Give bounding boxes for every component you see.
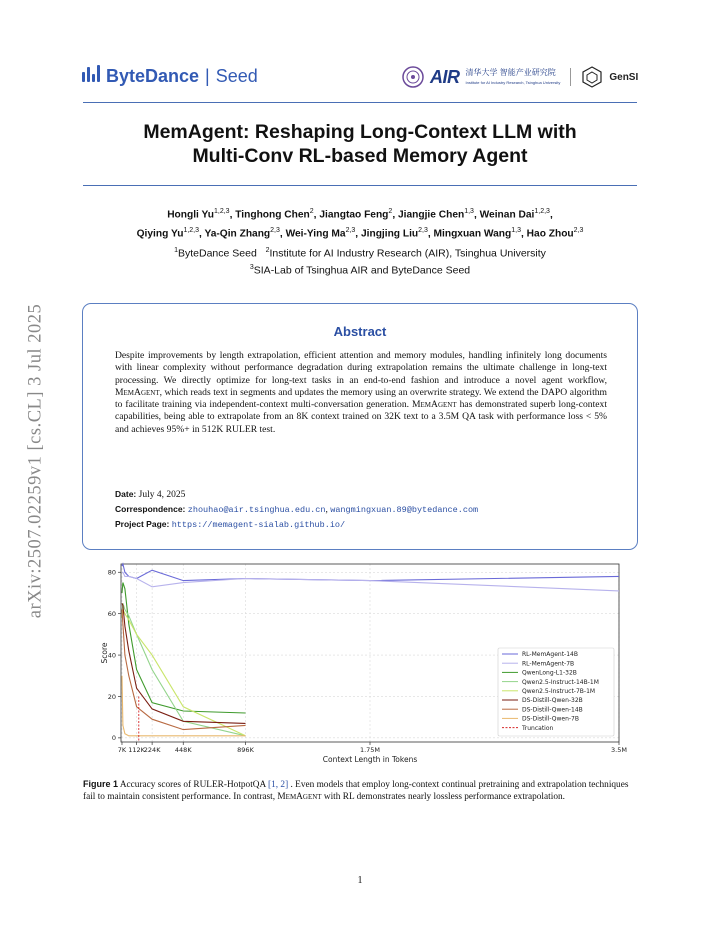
legend-label: DS-Distill-Qwen-7B	[522, 715, 579, 723]
x-tick-label: 896K	[237, 746, 254, 754]
legend-label: Qwen2.5-Instruct-14B-1M	[522, 678, 599, 686]
author-name: Ya-Qin Zhang	[204, 228, 271, 240]
tsinghua-seal-icon	[402, 66, 424, 88]
author-list	[83, 204, 637, 243]
y-axis-label: Score	[100, 642, 109, 664]
correspondence-line: Correspondence: zhouhao@air.tsinghua.edu.cn, wangmingxuan.89@bytedance.com	[115, 504, 479, 515]
author-affil-sup: 2	[388, 208, 393, 215]
author-affil-sup: 1,3	[511, 227, 521, 235]
author-name: Jiangjie Chen	[397, 209, 465, 221]
email-link-2[interactable]: wangmingxuan.89@bytedance.com	[330, 505, 479, 515]
author-affil-sup: 1,2,3	[183, 227, 200, 235]
date-line: Date: July 4, 2025	[115, 489, 186, 500]
series-line	[122, 603, 246, 723]
legend-label: DS-Distill-Qwen-32B	[522, 697, 583, 705]
author-affil-sup: 2,3	[573, 227, 584, 235]
author-affil-sup: 1,2,3	[534, 208, 550, 215]
citation-link[interactable]: [1, 2]	[268, 780, 289, 790]
x-tick-label: 1.75M	[359, 746, 381, 754]
accuracy-line-chart	[0, 555, 720, 770]
author-affil-sup: 2,3	[270, 227, 280, 235]
author-name: Qiying Yu	[136, 228, 184, 240]
x-axis-label: Context Length in Tokens	[322, 755, 418, 764]
legend-label: RL-MemAgent-7B	[522, 660, 575, 668]
series-line	[122, 610, 246, 736]
legend-label: QwenLong-L1-32B	[522, 669, 577, 677]
author-affil-sup: 2	[309, 208, 314, 215]
paper-title: MemAgent: Reshaping Long-Context LLM with Multi-Conv RL-based Memory Agent	[143, 121, 577, 167]
author-line-2: Qiying Yu$^{1,2,3}$, Ya-Qin Zhang$^{2,3}$, Wei-Ying Ma$^{2,3}$, Jingjing Liu$^{2,3}$, Mingxuan Wang$^{1,3}$, Hao Zhou$^{2,3}$	[136, 227, 584, 240]
author-name: Hongli Yu	[167, 209, 214, 221]
author-affil-sup: 1,2,3	[214, 208, 230, 215]
gensi-logo-icon	[581, 66, 603, 88]
seed-logo-text: Seed	[215, 65, 258, 86]
x-tick-label: 3.5M	[611, 746, 627, 754]
affiliations: $^1$ByteDance Seed $^2$Institute for AI Industry Research (AIR), Tsinghua University $^3$SIA-Lab of Tsinghua AIR and ByteDance Seed	[174, 247, 546, 276]
x-tick-label: 224K	[143, 746, 161, 754]
title-rule	[83, 185, 637, 186]
author-name: Jingjing Liu	[360, 228, 419, 240]
series-line	[122, 610, 246, 730]
x-tick-label: 112K	[128, 746, 145, 754]
legend-label: Qwen2.5-Instruct-7B-1M	[522, 688, 596, 695]
bytedance-logo-icon	[82, 72, 85, 82]
author-name: Weinan Dai	[479, 209, 535, 221]
email-link-1[interactable]: zhouhao@air.tsinghua.edu.cn	[187, 505, 326, 515]
legend-label: Truncation	[522, 724, 554, 732]
series-line	[122, 572, 619, 591]
gensi-logo-text: GenSI	[609, 71, 639, 83]
abstract-heading: Abstract	[333, 324, 387, 339]
page-number: 1	[357, 875, 363, 886]
project-page-line: Project Page: https://memagent-sialab.github.io/	[115, 519, 346, 530]
x-tick-label: 7K	[117, 746, 127, 754]
abstract-box	[82, 303, 638, 550]
legend-label: RL-MemAgent-14B	[522, 651, 578, 659]
abstract-body: Despite improvements by length extrapolation, efficient attention and memory modules, handling infinitely long documents with linear complexity without performance degradation during extrapolation remains the ultimate challenge in long-text processing. We directly optimize for long-text tasks in an end-to-end fashion and introduce a novel agent workflow, MemAgent, which reads text in segments and updates the memory using an overwrite strategy. We extend the DAPO algorithm to facilitate training via independent-context multi-conversation generation. MemAgent has demonstrated superb long-context capabilities, being able to extrapolate from an 8K context trained on 32K text to a 3.5M QA task with performance loss < 5% and achieves 95%+ in 512K RULER test.	[115, 350, 607, 435]
author-name: Mingxuan Wang	[433, 228, 512, 240]
tsinghua-air-logo: 清华大学 智能产业研究院 Institute for AI Industry Research, Tsinghua University	[465, 67, 561, 85]
y-tick-label: 20	[107, 692, 116, 701]
bytedance-logo-text: ByteDance	[106, 65, 200, 86]
author-name: Hao Zhou	[526, 228, 574, 240]
figure-caption: Figure 1 Accuracy scores of RULER-HotpotQA [1, 2] . Even models that employ long-context continual pretraining and extrapolation techniques fail to maintain consistent performance. In contrast, MemAgent with RL demonstrates nearly lossless performance extrapolation.	[83, 779, 629, 802]
legend-label: DS-Distill-Qwen-14B	[522, 706, 583, 714]
author-name: Tinghong Chen	[235, 209, 310, 221]
y-tick-label: 80	[107, 568, 116, 577]
author-affil-sup: 1,3	[464, 208, 474, 215]
y-tick-label: 60	[107, 609, 116, 618]
author-name: Jiangtao Feng	[319, 209, 389, 221]
x-tick-label: 448K	[174, 746, 192, 754]
partner-logos	[402, 66, 638, 88]
project-page-link[interactable]: https://memagent-sialab.github.io/	[171, 520, 346, 530]
y-tick-label: 0	[111, 734, 116, 743]
y-tick-label: 40	[107, 651, 116, 660]
author-affil-sup: 2,3	[345, 227, 356, 235]
author-affil-sup: 2,3	[418, 227, 428, 235]
series-line	[122, 603, 246, 736]
air-logo-text: AIR	[430, 66, 460, 87]
bytedance-seed-logo: ByteDance | Seed	[82, 64, 258, 88]
author-name: Wei-Ying Ma	[285, 228, 346, 240]
header-rule	[83, 102, 637, 103]
author-line-1: Hongli Yu$^{1,2,3}$, Tinghong Chen$^2$, Jiangtao Feng$^2$, Jiangjie Chen$^{1,3}$, Weinan Dai$^{1,2,3}$,	[167, 208, 553, 221]
